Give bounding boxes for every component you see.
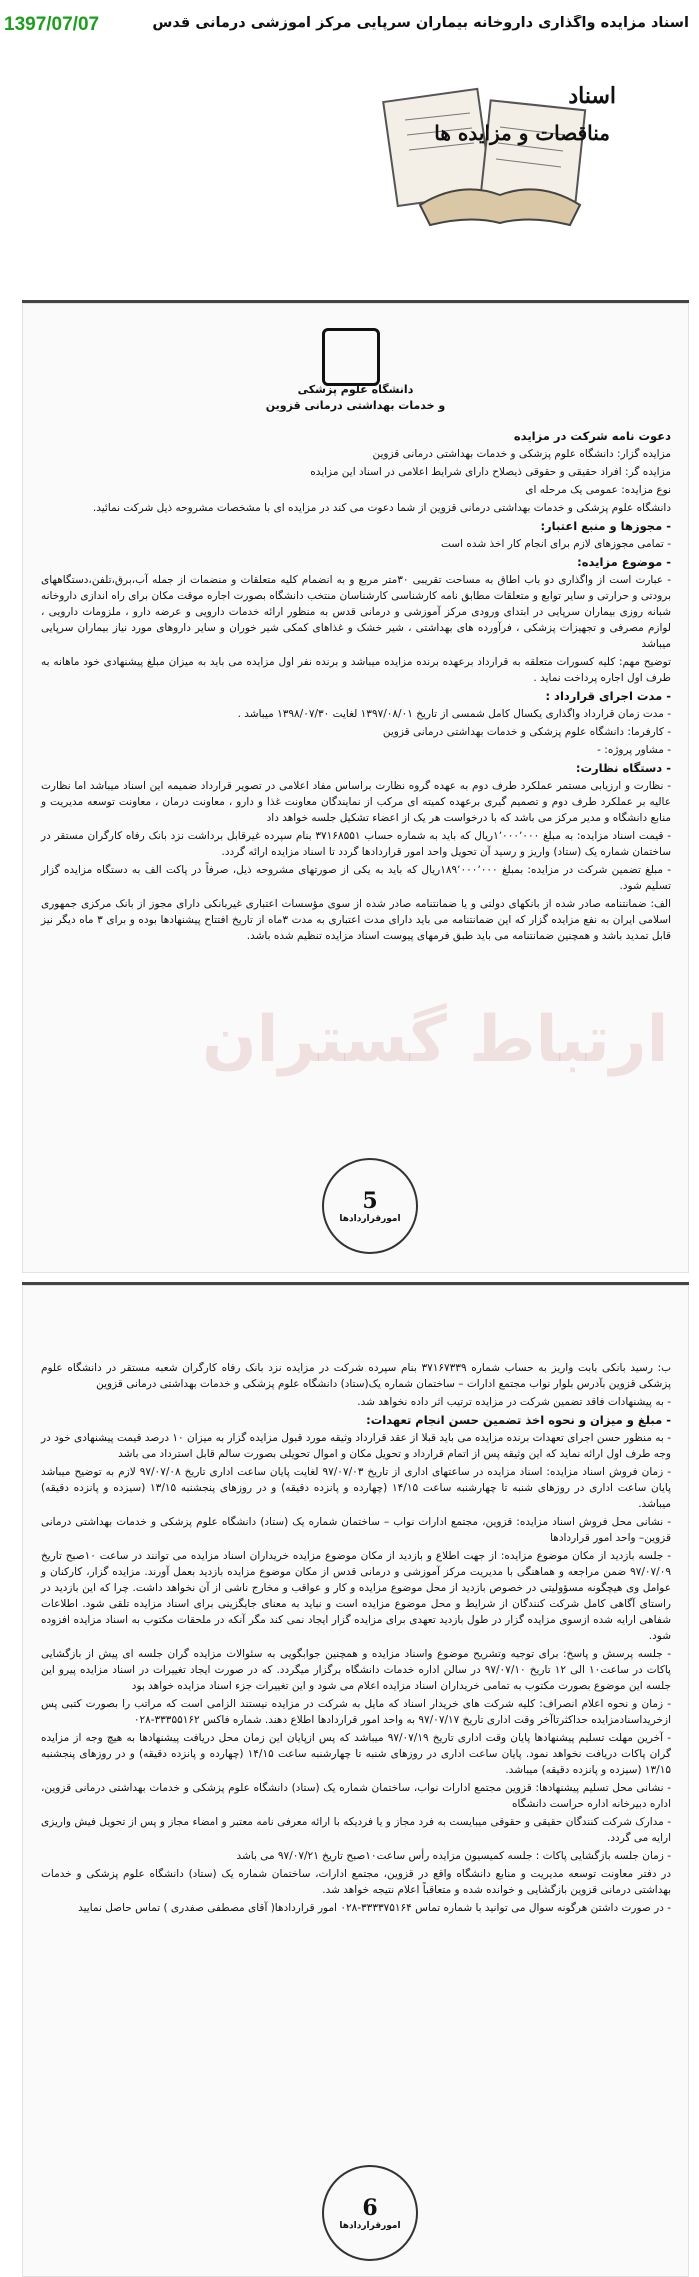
paragraph: - زمان فروش اسناد مزایده: اسناد مزایده در ساعتهای اداری از تاریخ ۹۷/۰۷/۰۳ لغایت پایان ساعت اداری تاریخ ۹۷/۰۷/۰۸ لازم به توضیح میباشد پایان ساعت اداری در روزهای شنبه تا چهارشنبه ساعت ۱۴/۱۵ (چهارده و پانزده دقیقه) و در روزهای پنجشنبه ۱۳/۱۵ (سیزده و پانزده دقیقه) میباشد.: [41, 1466, 672, 1510]
logo-text-line2: و خدمات بهداشتی درمانی قزوین: [265, 399, 446, 412]
paragraph: نوع مزایده: عمومی یک مرحله ای: [525, 484, 671, 496]
stamp-text: امورقراردادها: [339, 2221, 401, 2231]
paragraph: - زمان جلسه بازگشایی پاکات : جلسه کمیسیون مزایده رأس ساعت۱۰صبح تاریخ ۹۷/۰۷/۲۱ می باشد: [236, 1850, 671, 1862]
banner-title: اسناد: [568, 83, 616, 109]
paragraph: - زمان و نحوه اعلام انصراف: کلیه شرکت های خریدار اسناد که مایل به شرکت در مزایده نیستند الزامی است که مراتب را بصورت کتبی پس ازخریداسنادمزایده حداکثرتاآخر وقت اداری تاریخ ۹۷/۰۷/۱۷ به واحد امور قراردادها اطلاع دهند. شماره فاکس ۳۳۳۵۵۱۶۲-۰۲۸: [41, 1698, 671, 1726]
paragraph: - جلسه پرسش و پاسخ: برای توجیه وتشریح موضوع واسناد مزایده و همچنین جوابگویی به سئوالات مزایده گران جلسه ای پیش از بازگشایی پاکات در ساعت۱۰ الی ۱۲ تاریخ ۹۷/۰۷/۱۰ در سالن اداره خدمات دانشگاه برگزار میگردد. که در صورت ایجاد تغییرات در اسناد مزایده پیرو این جلسه این موضوع بصورت مکتوب به تمامی خریداران اسناد مزایده اعلام می شود و این تغییرات جزء اسناد مزایده خواهد بود: [41, 1648, 671, 1692]
paragraph: - آخرین مهلت تسلیم پیشنهادها پایان وقت اداری تاریخ ۹۷/۰۷/۱۹ میباشد که پس ازپایان این زمان محل دریافت پیشنهادها به هیچ وجه از مزایده گران پاکات دریافت نخواهد نمود. پایان ساعت اداری در روزهای شنبه تا چهارشنبه ساعت ۱۴/۱۵ (چهارده و پانزده دقیقه) و در روزهای پنجشنبه ۱۳/۱۵ (سیزده و پانزده دقیقه) میباشد.: [41, 1732, 671, 1776]
banner-subtitle: مناقصات و مزایده ها: [434, 121, 610, 145]
paragraph: - به پیشنهادات فاقد تضمین شرکت در مزایده ترتیب اثر داده نخواهد شد.: [357, 1396, 671, 1408]
paragraph: - عبارت است از واگذاری دو باب اطاق به مساحت تقریبی ۳۰متر مربع و به انضمام کلیه متعلقات و منضمات از جمله آب،برق،تلفن،دستگاههای برودتی و حرارتی و سایر توابع و متعلقات مطابق نامه کارشناسی کارشناسان منتخب دانشگاه بصورت اجاره موقت مکان برای راه اندازی داروخانه شبانه روزی بیماران سرپایی در ابتدای ورودی مرکز آموزشی و درمانی قدس به منظور ارائه خدمات دارویی و عرضه دارو ، ملزومات دارویی ، لوازم مصرفی و تجهیزات پزشکی ، فرآورده های بهداشتی ، شیر خشک و غذاهای کمکی شیر خوران و سایر داروهای مورد نیاز بیماران سرپایی میباشد: [41, 574, 671, 650]
page-title: اسناد مزایده واگذاری داروخانه بیماران سرپایی مرکز آموزشی درمانی قدس: [152, 15, 689, 31]
paragraph: دانشگاه علوم پزشکی و خدمات بهداشتی درمانی قزوین از شما دعوت می کند در مزایده ای با مشخصات مشروحه ذیل شرکت نمائید.: [92, 502, 671, 514]
paragraph: - در صورت داشتن هرگونه سوال می توانید با شماره تماس ۳۳۳۳۷۵۱۶۴-۰۲۸ امور قراردادها( آقای مصطفی صفدری ) تماس حاصل نمایید: [78, 1902, 671, 1914]
stamp-number: 5: [362, 1188, 378, 1214]
paragraph: الف: ضمانتنامه صادر شده از بانکهای دولتی و یا ضمانتنامه صادر شده از سوی مؤسسات اعتباری غیربانکی دارای مجوز از بانک مرکزی جمهوری اسلامی ایران به نفع مزایده گزار که این ضمانتنامه می باید دارای مدت اعتباری به مدت ۳ماه از تاریخ افتتاح پیشنهادها بوده و برای ۳ ماه دیگر نیز قابل تمدید باشد و همچنین ضمانتنامه می باید طبق فرمهای پیوست اسناد مزایده تنظیم شده باشد.: [41, 898, 671, 942]
page1-body: [41, 428, 671, 946]
paragraph: مزایده گزار: دانشگاه علوم پزشکی و خدمات بهداشتی درمانی قزوین: [372, 448, 671, 460]
paragraph: در دفتر معاونت توسعه مدیریت و منابع دانشگاه واقع در قزوین، مجتمع ادارات، ساختمان شماره یک (ستاد) دانشگاه علوم پزشکی و خدمات بهداشتی درمانی قزوین بازگشایی و خوانده شده و متعاقباً اعلام نتیجه خواهد شد.: [41, 1868, 671, 1896]
document-page-1: [22, 300, 689, 1273]
document-heading: دعوت نامه شرکت در مزایده: [513, 429, 671, 443]
paragraph: - مبلغ تضمین شرکت در مزایده: بمبلغ ۱۸۹٬۰۰۰٬۰۰۰ریال که باید به یکی از صورتهای مشروحه ذیل، صرفاً در پاکت الف به دستگاه مزایده گزار تسلیم شود.: [41, 864, 671, 892]
contracts-stamp: [322, 1158, 418, 1254]
paragraph: - نظارت و ارزیابی مستمر عملکرد طرف دوم به عهده گروه نظارت براساس مفاد اعلامی در تصویر قرارداد ضمیمه این اسناد میباشد اما نظارت عالیه بر عملکرد طرف دوم و تصمیم گیری برعهده کمیته ای مرکب از نمایندگان معاونت غذا و دارو ، معاونت درمان ، معاونت توسعه مدیریت و منابع دانشگاه و مدیر مرکز می باشد که با درخواست هر یک از اعضاء تشکیل جلسه خواهد داد: [41, 780, 671, 824]
stamp-number: 6: [362, 2195, 378, 2221]
section-heading: - مجوزها و منبع اعتبار:: [540, 519, 671, 533]
university-emblem-icon: [322, 328, 380, 386]
paragraph: - کارفرما: دانشگاه علوم پزشکی و خدمات بهداشتی درمانی قزوین: [382, 726, 671, 738]
contracts-stamp: [322, 2165, 418, 2261]
section-heading: - موضوع مزایده:: [577, 555, 671, 569]
section-heading: - مدت اجرای قرارداد :: [545, 689, 671, 703]
stamp-text: امورقراردادها: [339, 1214, 401, 1224]
paragraph: - مدارک شرکت کنندگان حقیقی و حقوقی میبایست به فرد مجاز و یا فردیکه با ارائه معرفی نامه معتبر و امضاء مجاز و پس از تحویل فیش واریزی ارایه می گردد.: [41, 1816, 671, 1844]
paragraph: - نشانی محل تسلیم پیشنهادها: قزوین مجتمع ادارات نواب، ساختمان شماره یک (ستاد) دانشگاه علوم پزشکی و خدمات بهداشتی درمانی قزوین، اداره دبیرخانه اداره حراست دانشگاه: [41, 1782, 671, 1810]
paragraph: توضیح مهم: کلیه کسورات متعلقه به قرارداد برعهده برنده مزایده میباشد و برنده نفر اول مزایده می باید به میزان مبلغ پیشنهادی خود ماهانه به طرف اول اجاره پرداخت نماید .: [41, 656, 671, 684]
paragraph: - جلسه بازدید از مکان موضوع مزایده: از جهت اطلاع و بازدید از مکان موضوع مزایده خریداران اسناد مزایده می توانند در ساعت ۱۰صبح تاریخ ۹۷/۰۷/۰۹ ضمن مراجعه و هماهنگی با مدیریت مرکز آموزشی و درمانی قدس از مکان موضوع مزایده بازدید بعمل آورند. مزایده گزار، کارکنان و عوامل وی هیچگونه مسؤولیتی در خصوص بازدید از محل موضوع مزایده و کار و عواقب و مخارج ناشی از آن نخواهد داشت. چرا که این بازدید در راستای آگاهی کامل شرکت کنندگان از شرایط و محل موضوع مزایده است و نباید به معنای جایگزینی برای اسناد مزایده تلقی شود. اطلاعات شفاهی ارایه شده ازسوی مزایده گزار در طول بازدید تعهدی برای مزایده گزار ایجاد نمی کند مگر آنکه در ملحقات مکتوب به اسناد مزایده افزوده شود.: [41, 1550, 672, 1642]
paragraph: - تمامی مجوزهای لازم برای انجام کار اخذ شده است: [440, 538, 671, 550]
section-heading: - دستگاه نظارت:: [575, 761, 671, 775]
page2-body: [41, 1360, 671, 1918]
banner-image: [380, 65, 620, 235]
section-heading: - مبلغ و میزان و نحوه اخذ تضمین حسن انجام تعهدات:: [366, 1413, 671, 1427]
document-page-2: [22, 1282, 689, 2277]
paragraph: - نشانی محل فروش اسناد مزایده: قزوین، مجتمع ادارات نواب – ساختمان شماره یک (ستاد) دانشگاه علوم پزشکی و خدمات بهداشتی درمانی قزوین– واحد امور قراردادها: [41, 1516, 671, 1544]
paragraph: - قیمت اسناد مزایده: به مبلغ ۱٬۰۰۰٬۰۰۰ریال که باید به شماره حساب ۳۷۱۶۸۵۵۱ بنام سپرده غیرقابل برداشت نزد بانک رفاه کارگران مستقر در ساختمان شماره یک (ستاد) واریز و رسید آن تحویل واحد امور قراردادها گردد تا اسناد مزایده ارائه گردد.: [41, 830, 671, 858]
paragraph: مزایده گر: افراد حقیقی و حقوقی ذیصلاح دارای شرایط اعلامی در اسناد این مزایده: [310, 466, 671, 478]
paragraph: - به منظور حسن اجرای تعهدات برنده مزایده می باید قبلا از عقد قرارداد وثیقه مورد قبول مزایده گزار به میزان ۱۰ درصد قیمت پیشنهادی خود در وجه طرف اول ارائه نماید که این وثیقه پس از اتمام قرارداد و تحویل مکان و اموال تحویلی بصورت سالم قابل استرداد می باشد: [41, 1432, 671, 1460]
date-label: 1397/07/07: [4, 14, 100, 35]
paragraph: ب: رسید بانکی بابت واریز به حساب شماره ۳۷۱۶۷۳۳۹ بنام سپرده شرکت در مزایده نزد بانک رفاه کارگران شعبه مستقر در دانشگاه علوم پزشکی قزوین بآدرس بلوار نواب مجتمع ادارات – ساختمان شماره یک(ستاد) دانشگاه علوم پزشکی و خدمات بهداشتی درمانی قزوین: [41, 1362, 672, 1390]
paragraph: - مدت زمان قرارداد واگذاری یکسال کامل شمسی از تاریخ ۱۳۹۷/۰۸/۰۱ لغایت ۱۳۹۸/۰۷/۳۰ میباشد .: [237, 708, 671, 720]
watermark: ارتباط گستران: [202, 1003, 669, 1077]
logo-text-line1: دانشگاه علوم پزشکی: [297, 383, 414, 396]
paragraph: - مشاور پروژه: -: [597, 744, 671, 756]
